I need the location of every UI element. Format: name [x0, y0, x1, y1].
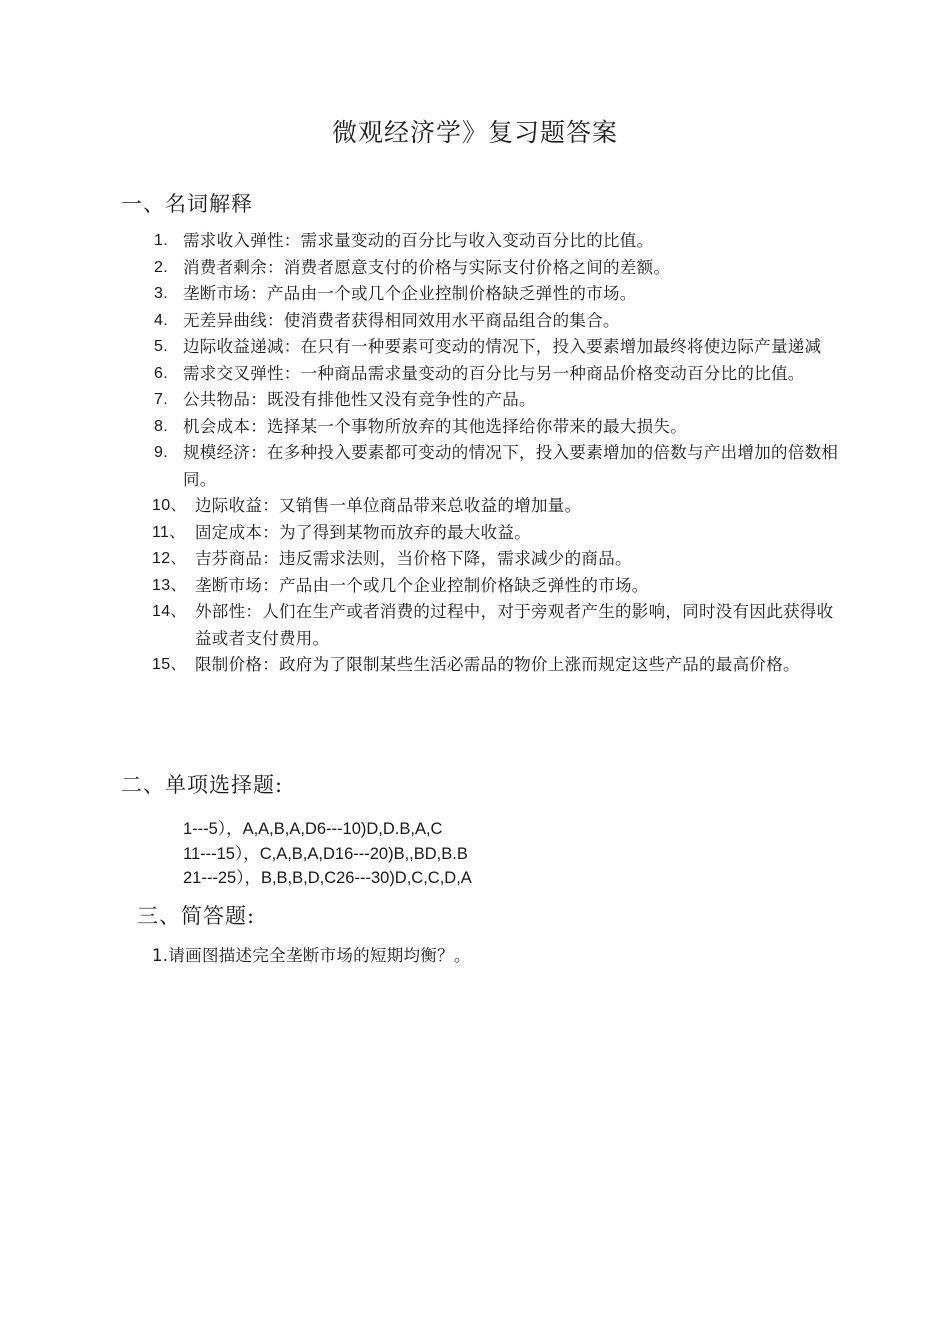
item-text: 吉芬商品：违反需求法则，当价格下降，需求减少的商品。 — [195, 549, 632, 568]
list-item — [150, 599, 840, 652]
section-heading-short-answer: 三、简答题: — [137, 904, 256, 928]
list-item — [150, 361, 840, 388]
item-text: 垄断市场：产品由一个或几个企业控制价格缺乏弹性的市场。 — [183, 284, 637, 303]
document-title: 微观经济学》复习题答案 — [331, 118, 618, 147]
item-text: 无差异曲线：使消费者获得相同效用水平商品组合的集合。 — [183, 310, 620, 330]
list-item — [150, 493, 840, 520]
item-text: 限制价格：政府为了限制某些生活必需品的物价上涨而规定这些产品的最高价格。 — [195, 655, 800, 674]
item-number: 15、 — [152, 656, 187, 673]
list-item — [150, 652, 840, 679]
section-heading-multiple-choice: 二、单项选择题: — [121, 773, 284, 797]
list-item — [150, 255, 840, 282]
item-number: 2. — [154, 258, 168, 276]
item-number: 4. — [154, 311, 168, 329]
item-text: 需求交叉弹性：一种商品需求量变动的百分比与另一种商品价格变动百分比的比值。 — [183, 363, 805, 383]
list-item — [150, 228, 840, 255]
item-number: 12、 — [152, 550, 187, 567]
item-text: 需求收入弹性：需求量变动的百分比与收入变动百分比的比值。 — [183, 231, 654, 250]
list-item — [150, 440, 840, 493]
answer-line: 21---25），B,B,B,D,C26---30)D,C,C,D,A — [183, 869, 472, 887]
list-item — [150, 334, 840, 361]
definitions-list — [150, 228, 840, 679]
item-number: 11、 — [152, 523, 186, 541]
item-text: 边际收益递减：在只有一种要素可变动的情况下，投入要素增加最终将使边际产量递减 — [183, 337, 822, 356]
item-text: 消费者剩余：消费者愿意支付的价格与实际支付价格之间的差额。 — [183, 257, 671, 277]
list-item — [150, 414, 840, 441]
list-item — [150, 520, 840, 547]
answer-key — [183, 817, 472, 891]
item-number: 6. — [154, 364, 168, 382]
item-number: 9. — [154, 444, 168, 461]
short-answer-question: 1.请画图描述完全垄断市场的短期均衡？。 — [152, 946, 471, 965]
list-item — [150, 387, 840, 414]
list-item — [150, 573, 840, 600]
list-item — [150, 546, 840, 573]
item-text: 外部性：人们在生产或者消费的过程中，对于旁观者产生的影响，同时没有因此获得收益或者支付费用。 — [195, 602, 834, 648]
item-text: 规模经济：在多种投入要素都可变动的情况下，投入要素增加的倍数与产出增加的倍数相同。 — [183, 443, 839, 489]
answer-line: 11---15），C,A,B,A,D16---20)B,,BD,B.B — [183, 844, 468, 863]
item-number: 3. — [154, 285, 168, 302]
item-text: 边际收益：又销售一单位商品带来总收益的增加量。 — [195, 496, 582, 515]
list-item — [150, 308, 840, 335]
item-number: 8. — [154, 417, 168, 435]
item-text: 公共物品：既没有排他性又没有竞争性的产品。 — [183, 390, 536, 409]
list-item — [150, 281, 840, 308]
item-number: 10、 — [152, 497, 187, 514]
section-heading-definitions: 一、名词解释 — [121, 192, 253, 216]
item-number: 5. — [154, 338, 168, 355]
item-number: 13、 — [152, 576, 187, 594]
item-number: 7. — [154, 391, 168, 408]
item-number: 14、 — [152, 603, 187, 620]
item-text: 垄断市场：产品由一个或几个企业控制价格缺乏弹性的市场。 — [195, 575, 649, 595]
item-text: 固定成本：为了得到某物而放弃的最大收益。 — [195, 522, 531, 542]
item-text: 机会成本：选择某一个事物所放弃的其他选择给你带来的最大损失。 — [183, 416, 687, 436]
answer-line: 1---5），A,A,B,A,D6---10)D,D.B,A,C — [183, 820, 443, 838]
item-number: 1. — [154, 232, 168, 249]
